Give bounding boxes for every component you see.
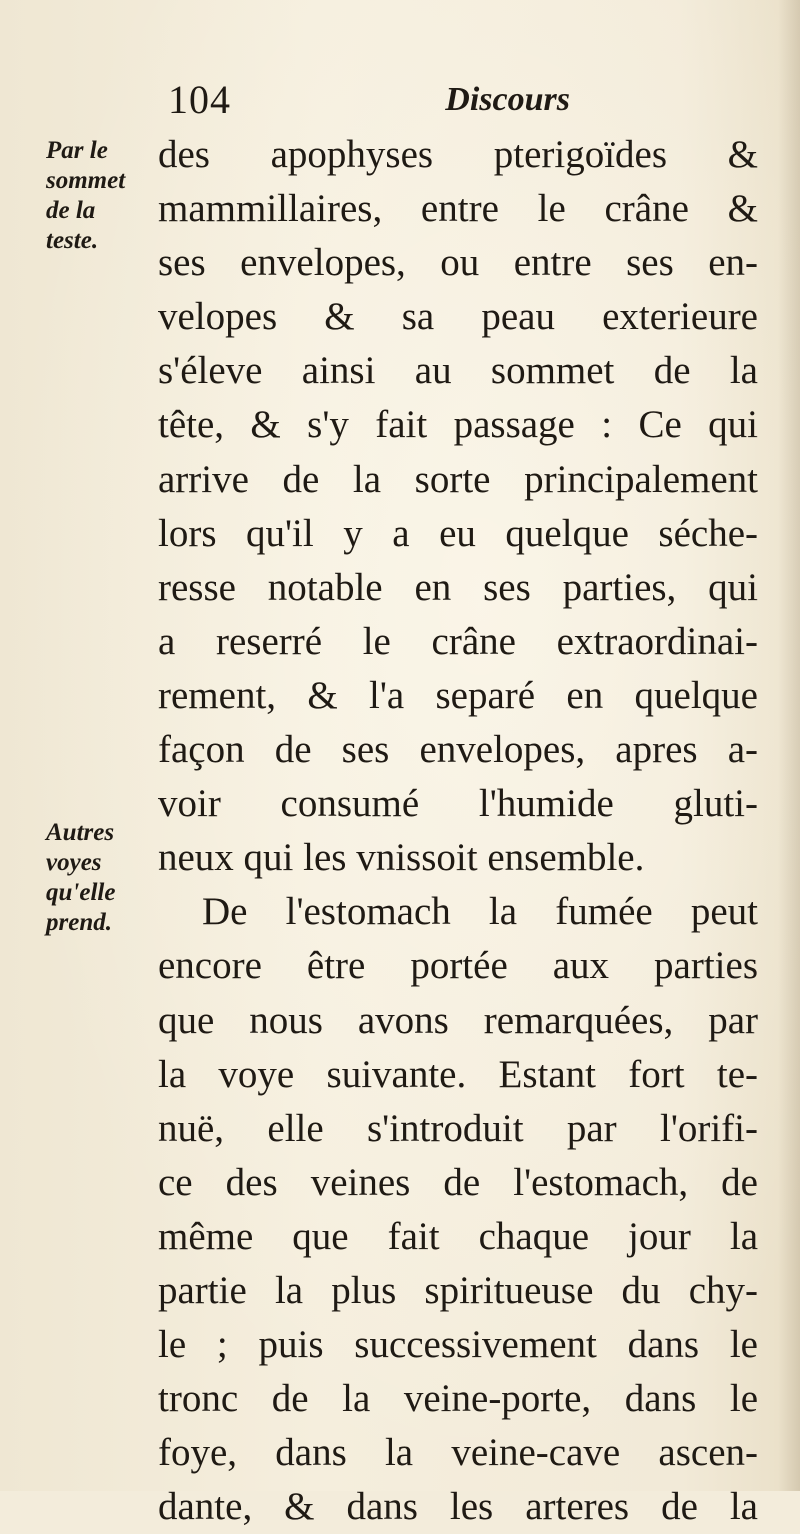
text-line: ce des veines de l'estomach, de [158,1160,758,1204]
text-line: s'éleve ainsi au sommet de la [158,349,758,393]
text-line: ses envelopes, ou entre ses en- [158,241,758,285]
text-line: resse notable en ses parties, qui [158,565,758,609]
body-text [158,128,758,1534]
marginal-note-line: qu'elle [46,879,116,906]
text-line: rement, & l'a separé en quelque [158,673,758,717]
text-line: tête, & s'y fait passage : Ce qui [158,403,758,447]
page-header [150,78,590,122]
text-line: des apophyses pterigoïdes & [158,133,758,176]
text-line: même que fait chaque jour la [158,1214,758,1258]
text-line: mammillaires, entre le crâne & [158,187,758,231]
marginal-note-line: Autres [46,819,115,846]
text-line: neux qui les vnissoit ensemble. [158,836,645,880]
text-line: a reserré le crâne extraordinai- [158,619,758,663]
marginal-note-line: Par le [46,137,108,164]
marginal-note-line: sommet [46,167,126,194]
marginal-note-top [46,136,158,256]
running-head: Discours [445,81,570,118]
text-line: façon de ses envelopes, apres a- [158,728,758,772]
text-line: voir consumé l'humide gluti- [158,782,758,826]
text-line: lors qu'il y a eu quelque séche- [158,511,758,555]
page-edge-shadow [778,0,800,1491]
marginal-note-line: de la [46,197,96,224]
text-line: velopes & sa peau exterieure [158,295,758,339]
text-line: dante, & dans les arteres de la [158,1485,758,1529]
text-line: arrive de la sorte principalement [158,457,758,501]
text-line: foye, dans la veine-cave ascen- [158,1431,758,1475]
marginal-note-middle [46,818,158,938]
text-line: De l'estomach la fumée peut [202,890,758,934]
text-line: la voye suivante. Estant fort te- [158,1052,758,1096]
text-line: tronc de la veine-porte, dans le [158,1377,758,1421]
text-line: encore être portée aux parties [158,944,758,988]
text-line: que nous avons remarquées, par [158,998,758,1042]
page-number: 104 [168,77,231,122]
marginal-note-line: teste. [46,227,99,254]
text-line: nuë, elle s'introduit par l'orifi- [158,1106,758,1150]
text-line: partie la plus spiritueuse du chy- [158,1268,758,1312]
marginal-note-line: voyes [46,849,102,876]
marginal-note-line: prend. [46,909,112,936]
text-line: le ; puis successivement dans le [158,1323,758,1367]
